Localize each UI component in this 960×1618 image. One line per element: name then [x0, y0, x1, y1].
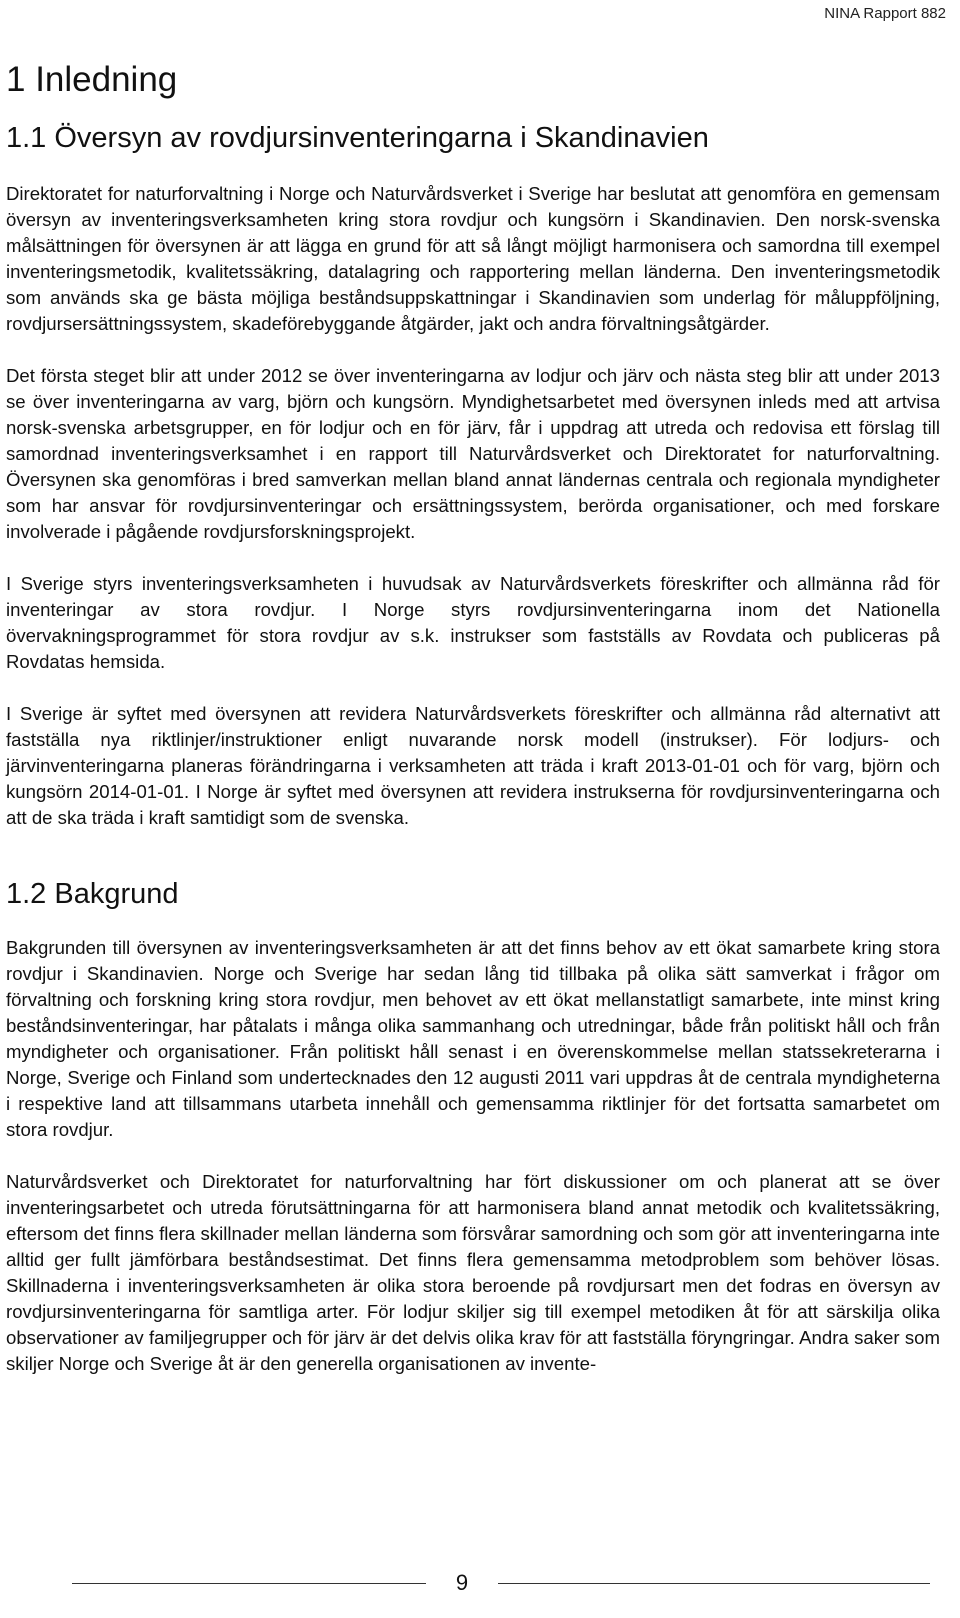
page-footer [0, 1570, 960, 1608]
paragraph: I Sverige styrs inventeringsverksamheten i huvudsak av Naturvårdsverkets föreskrifter och allmänna råd för inventeringar av stora rovdjur. I Norge styrs rovdjursinventeringarna inom det Nationella övervakningsprogrammet för stora rovdjur av s.k. instrukser som fastställs av Rovdata och publiceras på Rovdatas hemsida. [6, 573, 940, 672]
paragraph: Direktoratet for naturforvaltning i Norge och Naturvårdsverket i Sverige har beslutat att genomföra en gemensam översyn av inventeringsverksamheten kring stora rovdjur och kungsörn i Skandinavien. Den norsk-svenska målsättningen för översynen är att lägga en grund för att så långt möjligt harmonisera och samordna till exempel inventeringsmetodik, kvalitetssäkring, datalagring och rapportering mellan länderna. Den inventeringsmetodik som används ska ge bästa möjliga beståndsuppskattningar i Skandinavien som underlag för måluppföljning, rovdjursersättningssystem, skadeförebyggande åtgärder, jakt och andra förvaltningsåtgärder. [6, 183, 940, 334]
section-heading-overview: 1.1 Översyn av rovdjursinventeringarna i Skandinavien [6, 122, 709, 154]
paragraph: Det första steget blir att under 2012 se över inventeringarna av lodjur och järv och nästa steg blir att under 2013 se över inventeringarna av varg, björn och kungsörn. Myndighetsarbetet med översynen inleds med att artvisa norsk-svenska arbetsgrupper, en för lodjur och en för järv, får i uppdrag att utreda och redovisa ett förslag till samordnad inventeringsverksamhet i en rapport till Naturvårdsverket och Direktoratet for naturforvaltning. Översynen ska genomföras i bred samverkan mellan bland annat ländernas centrala och regionala myndigheter som har ansvar för rovdjursinventeringar och ersättningssystem, berörda organisationer, och med forskare involverade i pågående rovdjursforskningsprojekt. [6, 365, 940, 542]
paragraph: Naturvårdsverket och Direktoratet for naturforvaltning har fört diskussioner om och planerat att se över inventeringsarbetet och utreda förutsättningarna för att harmonisera bland annat metodik och kvalitetssäkring, eftersom det finns flera skillnader mellan länderna som försvårar samordning och som gör att inventeringarna inte alltid ger fullt jämförbara beståndsestimat. Det finns flera gemensamma metodproblem som behöver lösas. Skillnaderna i inventeringsverksamheten är olika stora beroende på rovdjursart men det fodras en översyn av rovdjursinventeringarna för samtliga arter. För lodjur skiljer sig till exempel metodiken åt för att särskilja olika observationer av familjegrupper och för järv är det delvis olika krav för att fastställa föryngringar. Andra saker som skiljer Norge och Sverige åt är den generella organisationen av invente- [6, 1171, 940, 1374]
paragraph: I Sverige är syftet med översynen att revidera Naturvårdsverkets föreskrifter och allmänna råd alternativt att fastställa nya riktlinjer/instruktioner enligt nuvarande norsk modell (instrukser). För lodjurs- och järvinventeringarna planeras förändringarna i verksamheten att träda i kraft 2013-01-01 och för varg, björn och kungsörn 2014-01-01. I Norge är syftet med översynen att revidera instrukserna för rovdjursinventeringarna och att de ska träda i kraft samtidigt som de svenska. [6, 703, 940, 828]
footer-rule-right [498, 1583, 930, 1584]
chapter-heading: 1 Inledning [6, 60, 178, 99]
footer-rule-left [72, 1583, 426, 1584]
page-number: 9 [455, 1570, 469, 1595]
running-header: NINA Rapport 882 [824, 5, 946, 22]
paragraph: Bakgrunden till översynen av inventeringsverksamheten är att det finns behov av ett ökat samarbete kring stora rovdjur i Skandinavien. Norge och Sverige har sedan lång tid tillbaka på olika sätt samverkat i frågor om förvaltning och forskning kring stora rovdjur, men behovet av ett ökat mellanstatligt samarbete, inte minst kring beståndsinventeringar, har påtalats i många olika sammanhang och utredningar, både från politiskt håll och från myndigheter och organisationer. Från politiskt håll senast i en överenskommelse mellan statssekreterarna i Norge, Sverige och Finland som undertecknades den 12 augusti 2011 vari uppdras åt de centrala myndigheterna i respektive land att tillsammans utarbeta innehåll och gemensamma riktlinjer för det fortsatta samarbetet om stora rovdjur. [6, 937, 940, 1140]
page-body [6, 56, 940, 1377]
section-heading-background: 1.2 Bakgrund [6, 878, 179, 910]
